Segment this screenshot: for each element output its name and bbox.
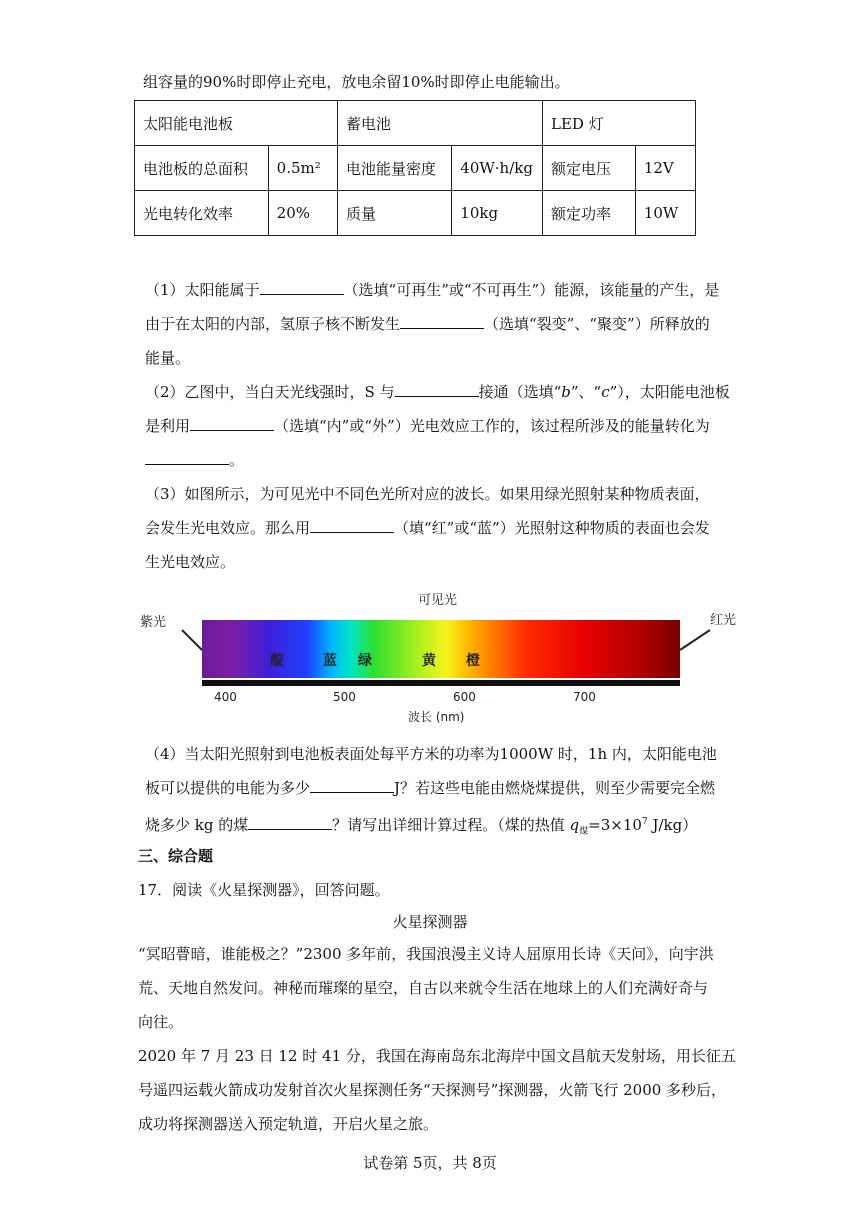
visible-light-spectrum-figure: [140, 590, 740, 730]
q3-text: 会发生光电效应。那么用: [145, 519, 311, 537]
q2-line1: [145, 382, 730, 402]
red-label: 红光: [710, 613, 737, 628]
color-label-yellow: 黄: [422, 653, 436, 669]
q4-text: ？请写出详细计算过程。（煤的热值: [332, 816, 565, 834]
table-cell: 额定功率: [543, 191, 636, 236]
heat-value-symbol: q: [569, 816, 580, 834]
table-cell: 10kg: [452, 191, 543, 236]
q1-text: （选填“裂变”、“聚变”）所释放的: [484, 315, 710, 333]
q4-text: J/kg）: [647, 816, 698, 834]
q4-text: 烧多少 kg 的煤: [145, 816, 249, 834]
article-paragraph-line: 向往。: [138, 1013, 184, 1031]
table-cell: 20%: [268, 191, 337, 236]
q4-text: =3×10: [588, 816, 642, 834]
q2-text: （选填“内”或“外”）光电效应工作的，该过程所涉及的能量转化为: [274, 417, 710, 435]
q1-text: （选填“可再生”或“不可再生”）能源，该能量的产生，是: [343, 281, 720, 299]
q2-text: （2）乙图中，当白天光线强时，S 与: [145, 383, 395, 401]
q2-line3: [145, 450, 244, 470]
red-pointer: [680, 630, 710, 650]
violet-pointer: [182, 630, 202, 650]
q1-line2: [145, 314, 710, 334]
q1-line3: 能量。: [145, 349, 191, 367]
table-cell: 光电转化效率: [135, 191, 269, 236]
spec-table: [134, 100, 696, 236]
answer-blank[interactable]: [310, 518, 394, 533]
answer-blank[interactable]: [145, 450, 229, 465]
table-header-row: [135, 101, 696, 146]
table-cell: 电池板的总面积: [135, 146, 269, 191]
table-header-led: LED 灯: [543, 101, 696, 146]
q4-line3: [145, 812, 697, 842]
intro-line: 组容量的90%时即停止充电，放电余留10%时即停止电能输出。: [143, 73, 570, 91]
answer-blank[interactable]: [395, 382, 479, 397]
table-row: [135, 146, 696, 191]
q4-text: J？若这些电能由燃烧煤提供，则至少需要完全燃: [394, 779, 716, 797]
page-footer: 试卷第 5页，共 8页: [363, 1154, 497, 1172]
q2-text: ”），太阳能电池板: [609, 383, 730, 401]
q4-line2: [145, 778, 715, 798]
q2-text: ”、“: [570, 383, 602, 401]
tick-label: 500: [333, 690, 356, 704]
wavelength-axis: [202, 680, 680, 686]
q3-text: （填“红”或“蓝”）光照射这种物质的表面也会发: [394, 519, 710, 537]
violet-label: 紫光: [140, 615, 167, 630]
q2-text: 接通（选填“: [478, 383, 562, 401]
table-header-solar: 太阳能电池板: [135, 101, 338, 146]
table-cell: 电池能量密度: [338, 146, 452, 191]
q17-prompt: 17．阅读《火星探测器》，回答问题。: [138, 881, 390, 899]
table-cell: 额定电压: [543, 146, 636, 191]
spectrum-svg: [140, 590, 740, 730]
tick-label: 700: [573, 690, 596, 704]
section-title: 三、综合题: [138, 847, 214, 865]
article-paragraph-line: 成功将探测器送入预定轨道，开启火星之旅。: [138, 1115, 439, 1133]
axis-label: 波长 (nm): [408, 710, 465, 724]
q4-text: 板可以提供的电能为多少: [145, 779, 311, 797]
q2-option-c: c: [601, 383, 610, 401]
q1-line1: [145, 280, 719, 300]
article-title: 火星探测器: [392, 913, 468, 931]
table-cell: 0.5m²: [268, 146, 337, 191]
exponent: 7: [641, 817, 648, 827]
table-cell: 12V: [635, 146, 695, 191]
q2-option-b: b: [561, 383, 571, 401]
answer-blank[interactable]: [400, 314, 484, 329]
color-label-green: 绿: [358, 653, 372, 669]
table-cell: 质量: [338, 191, 452, 236]
answer-blank[interactable]: [310, 778, 394, 793]
q2-text: 。: [229, 451, 245, 469]
spectrum-bar: [202, 620, 680, 678]
table-cell: 10W: [635, 191, 695, 236]
q2-text: 是利用: [145, 417, 191, 435]
q3-line3: 生光电效应。: [145, 553, 236, 571]
article-paragraph-line: 2020 年 7 月 23 日 12 时 41 分，我国在海南岛东北海岸中国文昌航天发射场，用长征五: [138, 1047, 736, 1065]
table-header-battery: 蓄电池: [338, 101, 543, 146]
table-cell: 40W·h/kg: [452, 146, 543, 191]
color-label-orange: 橙: [466, 653, 480, 669]
q1-text: 由于在太阳的内部，氢原子核不断发生: [145, 315, 401, 333]
q3-line1: （3）如图所示，为可见光中不同色光所对应的波长。如果用绿光照射某种物质表面，: [145, 485, 710, 503]
tick-label: 600: [453, 690, 476, 704]
answer-blank[interactable]: [260, 280, 344, 295]
heat-value-subscript: 煤: [579, 827, 589, 837]
article-paragraph-line: “冥昭瞢暗，谁能极之？”2300 多年前，我国浪漫主义诗人屈原用长诗《天问》，向宇洪: [138, 945, 714, 963]
spectrum-title: 可见光: [418, 593, 458, 608]
q2-line2: [145, 416, 710, 436]
q3-line2: [145, 518, 710, 538]
article-paragraph-line: 荒、天地自然发问。神秘而璀璨的星空，自古以来就令生活在地球上的人们充满好奇与: [138, 979, 709, 997]
color-label-indigo: 靛: [270, 653, 284, 669]
q1-text: （1）太阳能属于: [145, 281, 260, 299]
article-paragraph-line: 号遥四运载火箭成功发射首次火星探测任务“天探测号”探测器，火箭飞行 2000 多秒后，: [138, 1081, 727, 1099]
tick-label: 400: [214, 690, 237, 704]
table-row: [135, 191, 696, 236]
answer-blank[interactable]: [190, 416, 274, 431]
q4-line1: （4）当太阳光照射到电池板表面处每平方米的功率为1000W 时，1h 内，太阳能电池: [145, 745, 717, 763]
answer-blank[interactable]: [248, 815, 332, 830]
color-label-blue: 蓝: [323, 653, 337, 669]
